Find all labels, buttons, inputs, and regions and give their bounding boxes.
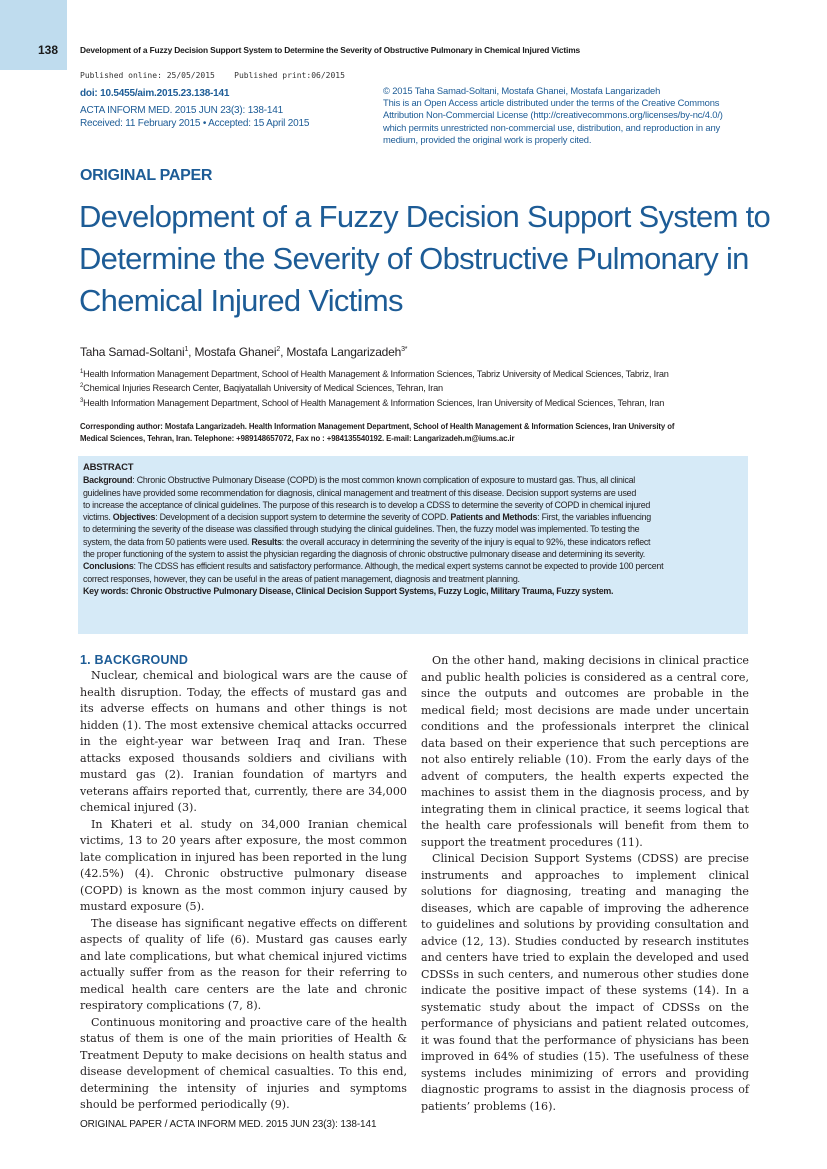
affiliation-marker: 3 xyxy=(80,398,84,404)
affiliation-text: Health Information Management Department, School of Health Management & Information Sciences, Tabriz University of Medical Sciences, Tabriz, Iran xyxy=(83,369,669,380)
abstract-line xyxy=(83,474,663,486)
copyright-line: © 2015 Taha Samad-Soltani, Mostafa Ghanei, Mostafa Langarizadeh xyxy=(383,85,661,96)
copyright-line: which permits unrestricted non-commercial use, distribution, and reproduction in any xyxy=(383,121,721,133)
keywords: Key words: Chronic Obstructive Pulmonary Disease, Clinical Decision Support Systems, Fuzzy Logic, Military Trauma, Fuzzy system. xyxy=(83,585,614,596)
section-heading-background: 1. BACKGROUND xyxy=(80,653,189,667)
abstract-text: : the overall accuracy in determining the severity of the injury is equal to 92%, these indicators reflect xyxy=(281,536,651,547)
author-name: Mostafa Langarizadeh xyxy=(286,345,402,359)
body-paragraph: Nuclear, chemical and biological wars are the cause of health disruption. Today, the effects of mustard gas and its adverse effects on humans and other things is not hidden (1). The most extensive chemical attacks occurred in the eight-year war between Iraq and Iran. These attacks exposed thousands soldiers and civilians with mustard gas (2). Iranian foundation of martyrs and veterans affairs reported that, currently, there are 34,000 chemical injured (3). xyxy=(80,669,407,814)
body-paragraph: In Khateri et al. study on 34,000 Iranian chemical victims, 13 to 20 years after exposure, the most common late complication in injured has been reported in the lung (42.5%) (4). Chronic obstructive pulmonary disease (COPD) is known as the most common injury caused by mustard exposure (5). xyxy=(80,817,407,913)
author-name: Mostafa Ghanei xyxy=(194,345,277,359)
author-separator: , xyxy=(188,345,195,359)
author-separator: , xyxy=(280,345,287,359)
abstract-text: : First, the variables influencing xyxy=(537,512,651,523)
affiliation-marker: 1 xyxy=(80,369,84,375)
page-number-tab xyxy=(0,0,67,70)
abstract-subheading: Results xyxy=(251,536,282,547)
abstract-text: to increase the acceptance of clinical guidelines. The purpose of this research is to develop a CDSS to determine the severity of COPD in chemical injured xyxy=(83,499,651,510)
affiliation-1 xyxy=(80,369,669,379)
abstract-text: victims. xyxy=(83,512,113,523)
body-paragraph: Clinical Decision Support Systems (CDSS) are precise instruments and approaches to implement clinical solutions for diagnosing, treating and managing the diseases, which are capable of improving the adherence to guidelines and solutions by providing consultation and advice (12, 13). Studies conducted by research institutes and centers have tried to explain the developed and used CDSSs in such centers, and numerous other studies done indicate the positive impact of these systems (14). In a systematic study about the impact of CDSSs on the performance of physicians and patient related outcomes, it was found that the performance of physicians has been improved in 64% of studies (15). The usefulness of these systems includes minimizing of errors and providing diagnostic programs to assist in the diagnosis process of patients’ problems (16). xyxy=(421,852,749,1113)
abstract xyxy=(83,462,663,597)
abstract-line xyxy=(83,523,663,535)
body-column-left xyxy=(80,668,407,1114)
body-paragraph: The disease has significant negative effects on different aspects of quality of life (6). Mustard gas causes early and late complications, but what chemical injured victims actually suffer from as the reason for their referring to medical health care centers are the late and chronic respiratory complications (7, 8). xyxy=(80,916,407,1012)
body-column-right xyxy=(421,653,749,1115)
abstract-text: correct responses, however, they can be useful in the areas of patient management, diagnosis and treatment planning. xyxy=(83,573,520,584)
body-paragraph: Continuous monitoring and proactive care of the health status of them is one of the main priorities of Health & Treatment Deputy to make decisions on health status and disease development of chemical casualties. To this end, determining the intensity of injuries and symptoms should be performed periodically (9). xyxy=(80,1015,407,1111)
journal-citation: ACTA INFORM MED. 2015 JUN 23(3): 138-141 xyxy=(80,105,283,116)
author-affiliation-marker: 1 xyxy=(184,346,189,353)
abstract-heading: ABSTRACT xyxy=(83,462,134,473)
title-line: Chemical Injured Victims xyxy=(79,283,403,318)
copyright-line: This is an Open Access article distributed under the terms of the Creative Commons xyxy=(383,97,720,109)
abstract-text: guidelines have provided some recommendation for diagnosis, clinical management and treatment of this disease. Decision support systems are used xyxy=(83,487,637,498)
author-name: Taha Samad-Soltani xyxy=(80,345,185,359)
corresponding-line: Medical Sciences, Tehran, Iran. Telephone: +989148657072, Fax no : +984135540192. E-mail: Langarizadeh.m@iums.ac.ir xyxy=(80,433,515,443)
affiliation-3 xyxy=(80,398,664,408)
title-line: Determine the Severity of Obstructive Pulmonary in xyxy=(79,241,749,276)
abstract-subheading: Background xyxy=(83,475,133,486)
affiliation-text: Health Information Management Department, School of Health Management & Information Sciences, Iran University of Medical Sciences, Tehran, Iran xyxy=(83,398,665,409)
affiliation-text: Chemical Injuries Research Center, Baqiyatallah University of Medical Sciences, Tehran, Iran xyxy=(83,383,443,394)
abstract-subheading: Conclusions xyxy=(83,561,134,572)
corresponding-author xyxy=(80,421,674,444)
abstract-text: system, the data from 50 patients were used. xyxy=(83,536,252,547)
abstract-text: : Chronic Obstructive Pulmonary Disease (COPD) is the most common known complication of exposure to mustard gas. Thus, all clinical xyxy=(132,475,636,486)
abstract-line xyxy=(83,548,663,560)
received-accepted-dates: Received: 11 February 2015 • Accepted: 15 April 2015 xyxy=(80,118,310,129)
abstract-text: to determining the severity of the disease was classified through studying the clinical guidelines. Then, the fuzzy model was implemented. To testing the xyxy=(83,524,640,535)
article-title xyxy=(79,196,770,322)
affiliation-2 xyxy=(80,383,443,393)
abstract-line xyxy=(83,573,663,585)
publication-dates: Published online: 25/05/2015 Published print:06/2015 xyxy=(80,71,345,80)
author-affiliation-marker: 3* xyxy=(401,346,408,353)
affiliation-marker: 2 xyxy=(80,383,84,389)
abstract-subheading: Patients and Methods xyxy=(450,512,538,523)
copyright-notice xyxy=(383,85,743,146)
abstract-body xyxy=(83,474,663,585)
author-affiliation-marker: 2 xyxy=(276,346,281,353)
abstract-line xyxy=(83,499,663,511)
author-list xyxy=(80,345,407,359)
running-header: Development of a Fuzzy Decision Support System to Determine the Severity of Obstructive Pulmonary in Chemical Injured Victims xyxy=(80,45,581,55)
abstract-line xyxy=(83,560,663,572)
copyright-line: medium, provided the original work is properly cited. xyxy=(383,133,592,145)
abstract-subheading: Objectives xyxy=(112,512,156,523)
corresponding-line: Corresponding author: Mostafa Langarizadeh. Health Information Management Department, School of Health Management & Information Sciences, Iran University of xyxy=(80,422,675,431)
body-paragraph: On the other hand, making decisions in clinical practice and public health policies is considered as a central core, since the outputs and outcomes are probable in the medical field; most decisions are made under uncertain conditions and the professionals interpret the clinical data based on their experience that such perceptions are not also entirely reliable (10). From the early days of the advent of computers, the health experts expected the machines to assist them in the diagnosis process, and by integrating them in clinical practice, it seems logical that the health care professionals will benefit from them to support the treatment procedures (11). xyxy=(421,654,749,849)
abstract-text: the proper functioning of the system to assist the physician regarding the diagnosis of chronic obstructive pulmonary disease and determining its severity. xyxy=(83,549,645,560)
page-number: 138 xyxy=(38,43,59,57)
doi[interactable]: doi: 10.5455/aim.2015.23.138-141 xyxy=(80,88,230,99)
abstract-line xyxy=(83,487,663,499)
copyright-license-link[interactable]: Attribution Non-Commercial License (http://creativecommons.org/licenses/by-nc/4.0/) xyxy=(383,109,723,121)
title-line: Development of a Fuzzy Decision Support System to xyxy=(79,199,771,234)
abstract-line xyxy=(83,536,663,548)
abstract-text: : Development of a decision support system to determine the severity of COPD. xyxy=(155,512,451,523)
abstract-text: : The CDSS has efficient results and satisfactory performance. Although, the medical expert systems cannot be expected to provide 100 percent xyxy=(133,561,664,572)
article-type-label: ORIGINAL PAPER xyxy=(80,167,213,184)
abstract-line xyxy=(83,511,663,523)
page-footer: ORIGINAL PAPER / ACTA INFORM MED. 2015 JUN 23(3): 138-141 xyxy=(80,1119,377,1130)
